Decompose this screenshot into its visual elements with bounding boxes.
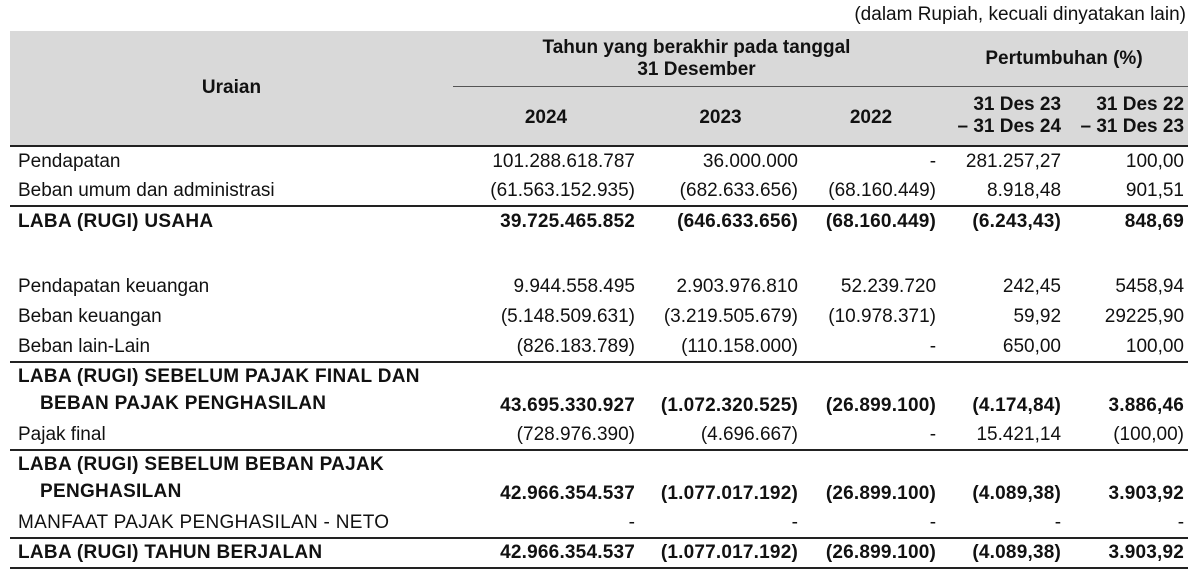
- cell-2022: (68.160.449): [828, 179, 937, 201]
- cell-2022: -: [929, 150, 937, 172]
- cell-growth-1: 242,45: [1002, 276, 1062, 297]
- table-row-laba-tahun-berjalan: [10, 538, 1188, 568]
- cell-growth-1: -: [1054, 511, 1062, 533]
- cell-growth-2: 100,00: [1125, 150, 1185, 172]
- cell-growth-2: 100,00: [1125, 335, 1185, 357]
- cell-2023: (1.077.017.192): [639, 450, 802, 508]
- cell-growth-2: 3.903,92: [1065, 538, 1188, 568]
- table-row-manfaat-pajak: [10, 508, 1188, 538]
- cell-growth-1: 15.421,14: [976, 423, 1062, 445]
- row-label: Beban keuangan: [18, 306, 162, 327]
- row-label-line1: LABA (RUGI) SEBELUM BEBAN PAJAK: [18, 454, 385, 475]
- table-row-laba-sebelum-pajak-final: [10, 362, 1188, 420]
- cell-2023: -: [791, 511, 798, 533]
- currency-note: (dalam Rupiah, kecuali dinyatakan lain): [854, 4, 1186, 25]
- row-label-line1: LABA (RUGI) SEBELUM PAJAK FINAL DAN: [18, 366, 420, 387]
- table-row-pendapatan: [10, 146, 1188, 176]
- cell-2024: 39.725.465.852: [453, 206, 639, 236]
- cell-growth-1: (4.089,38): [940, 538, 1065, 568]
- table-row-laba-usaha: [10, 206, 1188, 236]
- header-growth-col-2-line1: 31 Des 22: [1096, 94, 1185, 115]
- cell-growth-2: -: [1177, 511, 1185, 533]
- cell-2024: (826.183.789): [516, 335, 635, 357]
- table-row-laba-sebelum-beban-pajak: [10, 450, 1188, 508]
- header-year-2023: 2023: [639, 87, 802, 147]
- income-statement-table: [10, 31, 1188, 569]
- cell-2024: (5.148.509.631): [500, 306, 635, 327]
- header-growth-col-1-line2: – 31 Des 24: [957, 116, 1062, 137]
- row-label-line2: PENGHASILAN: [40, 481, 182, 502]
- header-year-group-line2: 31 Desember: [637, 58, 756, 80]
- cell-2022: -: [929, 423, 937, 445]
- table-row-beban-lain-lain: [10, 332, 1188, 362]
- cell-2023: (646.633.656): [639, 206, 802, 236]
- header-year-group: [453, 31, 940, 87]
- header-growth-col-1-line1: 31 Des 23: [973, 94, 1062, 115]
- cell-2023: (3.219.505.679): [663, 306, 798, 327]
- cell-growth-1: (4.089,38): [940, 450, 1065, 508]
- cell-2024: 42.966.354.537: [453, 538, 639, 568]
- row-label: [10, 362, 453, 420]
- table-header: [10, 31, 1188, 146]
- row-label: Beban lain-Lain: [18, 335, 151, 357]
- cell-growth-2: 3.903,92: [1065, 450, 1188, 508]
- header-growth-col-1: [940, 87, 1065, 147]
- cell-growth-2: 5458,94: [1115, 276, 1185, 297]
- table-row-beban-keuangan: [10, 302, 1188, 332]
- cell-growth-1: 281.257,27: [965, 150, 1062, 172]
- cell-growth-2: 3.886,46: [1065, 362, 1188, 420]
- cell-growth-1: (6.243,43): [940, 206, 1065, 236]
- cell-2023: (110.158.000): [681, 335, 798, 357]
- cell-growth-2: 901,51: [1125, 179, 1185, 201]
- cell-2022: -: [929, 511, 937, 533]
- cell-2024: 101.288.618.787: [492, 150, 635, 172]
- cell-growth-1: (4.174,84): [940, 362, 1065, 420]
- spacer-cell: [10, 236, 1188, 272]
- cell-2023: (1.077.017.192): [639, 538, 802, 568]
- cell-growth-1: 59,92: [1013, 306, 1062, 327]
- row-label-line2: BEBAN PAJAK PENGHASILAN: [40, 393, 327, 414]
- header-year-2024: 2024: [453, 87, 639, 147]
- cell-growth-2: (100,00): [1113, 423, 1185, 445]
- cell-2023: (4.696.667): [700, 423, 798, 445]
- cell-2023: 2.903.976.810: [676, 276, 798, 297]
- row-label: Pendapatan keuangan: [18, 276, 210, 297]
- header-uraian: Uraian: [10, 31, 453, 146]
- header-growth: Pertumbuhan (%): [940, 31, 1188, 87]
- header-growth-col-2-line2: – 31 Des 23: [1080, 116, 1185, 137]
- table-row-pendapatan-keuangan: [10, 272, 1188, 302]
- cell-2024: (728.976.390): [516, 423, 635, 445]
- cell-2023: (682.633.656): [679, 179, 798, 201]
- row-label: MANFAAT PAJAK PENGHASILAN - NETO: [18, 511, 390, 533]
- cell-2024: 9.944.558.495: [513, 276, 635, 297]
- cell-2022: (26.899.100): [802, 450, 940, 508]
- cell-2022: (68.160.449): [802, 206, 940, 236]
- cell-growth-1: 8.918,48: [987, 179, 1062, 201]
- cell-2024: (61.563.152.935): [490, 179, 635, 201]
- cell-2022: (26.899.100): [802, 362, 940, 420]
- table-row-pajak-final: [10, 420, 1188, 450]
- header-year-group-line1: Tahun yang berakhir pada tanggal: [542, 36, 851, 58]
- cell-2022: (26.899.100): [802, 538, 940, 568]
- cell-growth-2: 29225,90: [1104, 306, 1185, 327]
- cell-2023: 36.000.000: [702, 150, 798, 172]
- spacer-row: [10, 236, 1188, 272]
- row-label: Beban umum dan administrasi: [18, 179, 275, 201]
- cell-growth-1: 650,00: [1002, 335, 1062, 357]
- row-label: LABA (RUGI) USAHA: [10, 206, 453, 236]
- cell-2022: 52.239.720: [840, 276, 937, 297]
- cell-growth-2: 848,69: [1065, 206, 1188, 236]
- header-year-2022: 2022: [802, 87, 940, 147]
- cell-2023: (1.072.320.525): [639, 362, 802, 420]
- row-label: [10, 450, 453, 508]
- row-label: Pajak final: [18, 423, 106, 445]
- table-row-beban-umum: [10, 176, 1188, 206]
- header-growth-col-2: [1065, 87, 1188, 147]
- cell-2022: -: [929, 335, 937, 357]
- cell-2022: (10.978.371): [828, 306, 937, 327]
- cell-2024: 43.695.330.927: [453, 362, 639, 420]
- table-body: [10, 146, 1188, 568]
- cell-2024: -: [628, 511, 635, 533]
- row-label: Pendapatan: [18, 150, 121, 172]
- row-label: LABA (RUGI) TAHUN BERJALAN: [10, 538, 453, 568]
- cell-2024: 42.966.354.537: [453, 450, 639, 508]
